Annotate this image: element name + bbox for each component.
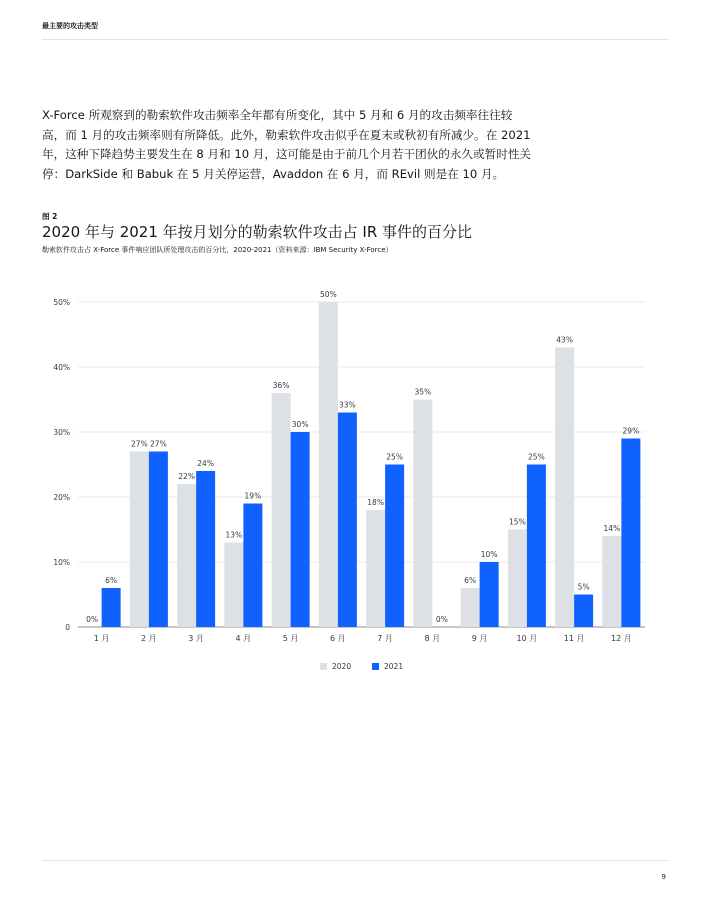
data-label-2021: 6% (105, 576, 118, 585)
bar-2020 (461, 588, 480, 627)
y-tick-label: 20% (53, 493, 70, 502)
bar-2020 (366, 510, 385, 627)
data-label-2020: 35% (414, 387, 432, 397)
legend-swatch-2020 (320, 663, 327, 670)
bar-2020 (555, 348, 574, 628)
data-label-2021: 24% (197, 459, 214, 468)
x-tick-label: 5 月 (282, 634, 299, 643)
data-label-2020: 22% (178, 472, 195, 481)
bar-2021 (102, 588, 121, 627)
legend-swatch-2021 (372, 663, 379, 670)
x-tick-label: 7 月 (377, 634, 393, 643)
data-label-2020: 43% (556, 335, 573, 345)
x-tick-label: 11 月 (563, 634, 585, 643)
x-tick-label: 4 月 (235, 634, 252, 643)
body-paragraph: X-Force 所观察到的勒索软件攻击频率全年都有所变化，其中 5 月和 6 月的攻击频率往往较高，而 1 月的攻击频率则有所降低。此外，勒索软件攻击似乎在夏末或秋初有所减少。在 2021 年，这种下降趋势主要发生在 8 月和 10 月，这可能是由于前几个月若干团伙的永久或暂时性关停：DarkSide 和 Babuk 在 5 月关停运营，Avaddon 在 6 月，而 REvil 则是在 10 月。 (42, 108, 532, 181)
bar-2021 (574, 595, 593, 628)
data-label-2021: 33% (339, 400, 356, 410)
x-tick-label: 8 月 (424, 634, 441, 643)
legend-label-2020: 2020 (332, 662, 352, 671)
x-tick-label: 6 月 (330, 634, 346, 643)
data-label-2021: 5% (577, 582, 590, 592)
data-label-2021: 25% (528, 452, 545, 462)
bar-2020 (130, 452, 149, 628)
data-label-2021: 29% (622, 426, 640, 436)
data-label-2021: 19% (244, 491, 262, 501)
bar-2020 (272, 393, 291, 627)
x-tick-label: 9 月 (471, 634, 488, 643)
bar-2021 (338, 413, 357, 628)
bar-2020 (319, 302, 338, 627)
y-tick-label: 10% (53, 558, 70, 567)
data-label-2020: 18% (367, 498, 384, 507)
data-label-2021: 0% (435, 615, 448, 624)
x-tick-label: 1 月 (93, 634, 110, 643)
footer-divider (42, 860, 669, 861)
bar-2021 (243, 504, 262, 628)
y-tick-label: 30% (53, 428, 70, 437)
y-tick-label: 0 (65, 623, 70, 632)
figure-title: 2020 年与 2021 年按月划分的勒索软件攻击占 IR 事件的百分比 (42, 223, 473, 241)
page-number: 9 (661, 873, 666, 881)
data-label-2020: 0% (86, 615, 99, 624)
data-label-2020: 27% (131, 439, 148, 449)
bar-2021 (480, 562, 499, 627)
data-label-2021: 25% (386, 452, 403, 462)
data-label-2020: 15% (509, 517, 526, 527)
bar-2021 (196, 471, 215, 627)
data-label-2021: 27% (150, 439, 167, 449)
bar-2020 (602, 536, 621, 627)
bar-2021 (149, 452, 168, 628)
bar-2020 (177, 484, 196, 627)
bar-2021 (291, 432, 310, 627)
x-tick-label: 2 月 (141, 634, 157, 643)
legend-label-2021: 2021 (384, 662, 404, 671)
data-label-2021: 10% (480, 550, 498, 559)
data-label-2021: 30% (291, 420, 309, 429)
data-label-2020: 13% (225, 530, 243, 540)
bar-2021 (385, 465, 404, 628)
bar-2020 (508, 530, 527, 628)
figure-subtitle: 勒索软件攻击占 X-Force 事件响应团队所处理攻击的百分比，2020-2021（资料来源：IBM Security X-Force） (42, 246, 393, 254)
bar-2021 (527, 465, 546, 628)
y-tick-label: 50% (53, 298, 70, 307)
data-label-2020: 14% (603, 524, 621, 533)
x-tick-label: 3 月 (188, 634, 204, 643)
data-label-2020: 6% (464, 576, 477, 585)
x-tick-label: 12 月 (611, 634, 632, 643)
figure-label: 图 2 (42, 212, 58, 221)
x-tick-label: 10 月 (516, 634, 538, 643)
bar-2021 (621, 439, 640, 628)
bar-2020 (224, 543, 243, 628)
data-label-2020: 36% (272, 381, 290, 390)
section-title: 最主要的攻击类型 (42, 22, 98, 30)
data-label-2020: 50% (320, 290, 337, 299)
bar-2020 (413, 400, 432, 628)
y-tick-label: 40% (53, 363, 70, 372)
